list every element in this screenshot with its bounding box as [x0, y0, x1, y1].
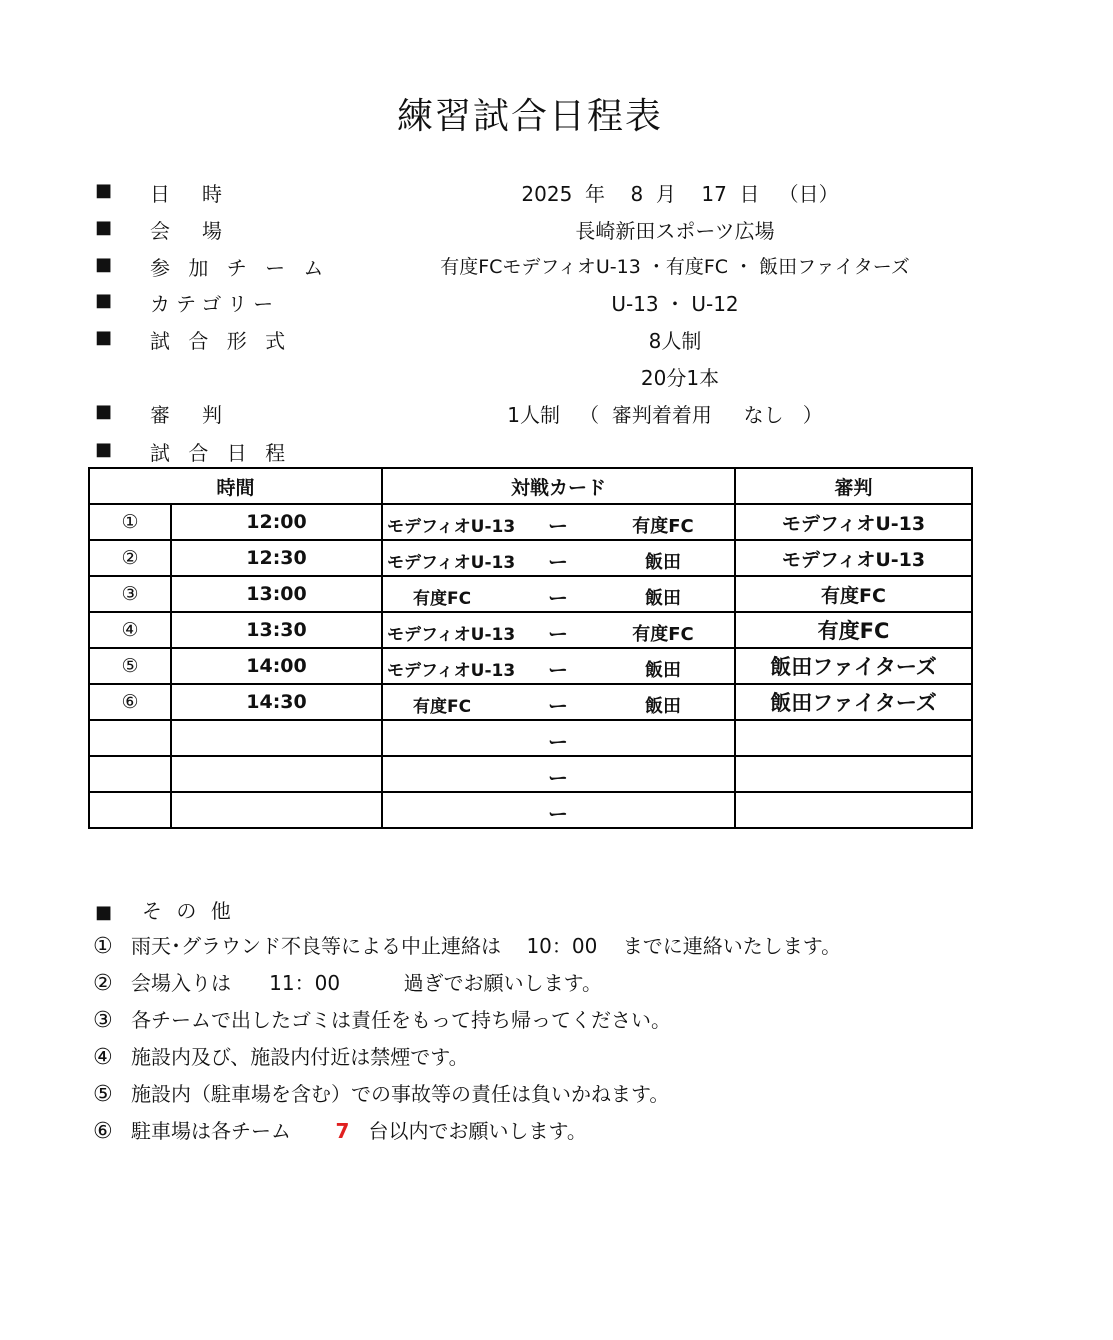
match-time: 13:00	[171, 576, 382, 612]
format-value-2: 20分1本	[640, 366, 720, 390]
note-time: 11：00	[269, 971, 341, 995]
match-card	[382, 576, 735, 612]
home-team: モデフィオU-13	[387, 517, 516, 537]
date-label: 日 時	[150, 182, 228, 206]
empty-cell	[89, 720, 171, 756]
match-referee: 飯田ファイターズ	[735, 648, 972, 684]
note-time: 10：00	[526, 934, 598, 958]
match-card	[382, 540, 735, 576]
info-teams-row	[0, 252, 1113, 284]
date-weekday: （日）	[778, 182, 839, 206]
page-title: 練習試合日程表	[396, 96, 663, 137]
match-card	[382, 612, 735, 648]
empty-cell	[89, 792, 171, 828]
empty-cell	[171, 792, 382, 828]
teams-value: 有度FCモデフィオU-13 ・有度FC ・ 飯田ファイターズ	[440, 256, 910, 278]
info-category-row	[0, 288, 1113, 320]
match-card	[382, 720, 735, 756]
header-time: 時間	[89, 468, 382, 504]
match-card	[382, 756, 735, 792]
home-team: モデフィオU-13	[387, 661, 516, 681]
date-month: 8	[630, 182, 644, 206]
category-value: U-13 ・ U-12	[611, 292, 739, 316]
empty-cell	[735, 792, 972, 828]
note-text-tail: 台以内でお願いします。	[368, 1119, 587, 1143]
info-format-row-2	[0, 362, 1113, 394]
info-date-row	[0, 178, 1113, 210]
paren-close: ）	[802, 403, 823, 427]
format-value: 8人制	[648, 329, 702, 353]
bullet-square-icon: ■	[95, 439, 113, 460]
match-card	[382, 792, 735, 828]
table-row-empty	[89, 720, 972, 756]
other-label: そ の 他	[142, 899, 235, 923]
match-number: ④	[89, 612, 171, 648]
away-team: 有度FC	[632, 624, 694, 645]
note-number: ⑤	[93, 1082, 113, 1107]
note-text: 施設内及び、施設内付近は禁煙です。	[131, 1045, 469, 1069]
referee-value	[330, 399, 1000, 428]
match-number: ③	[89, 576, 171, 612]
versus-dash: ー	[548, 622, 569, 646]
empty-cell	[735, 720, 972, 756]
table-row-empty	[89, 756, 972, 792]
table-row	[89, 684, 972, 720]
note-item	[93, 1004, 671, 1034]
info-schedule-row	[0, 437, 1113, 469]
note-number: ④	[93, 1045, 113, 1070]
away-team: 飯田	[645, 660, 682, 681]
other-heading	[95, 895, 235, 924]
teams-label: 参 加 チ ー ム	[150, 256, 330, 280]
info-venue-row	[0, 215, 1113, 247]
header-referee: 審判	[735, 468, 972, 504]
table-row-empty	[89, 792, 972, 828]
bullet-square-icon: ■	[95, 254, 113, 275]
versus-dash: ー	[548, 514, 569, 538]
bullet-square-icon: ■	[95, 327, 113, 348]
home-team: モデフィオU-13	[387, 553, 516, 573]
date-day: 17	[701, 182, 727, 206]
versus-dash: ー	[548, 730, 569, 754]
empty-cell	[171, 720, 382, 756]
table-row	[89, 648, 972, 684]
match-time: 12:00	[171, 504, 382, 540]
date-value	[345, 178, 1015, 207]
table-row	[89, 576, 972, 612]
table-row	[89, 504, 972, 540]
table-row	[89, 540, 972, 576]
header-match: 対戦カード	[382, 468, 735, 504]
referee-label: 審 判	[150, 403, 228, 427]
note-text: 施設内（駐車場を含む）での事故等の責任は負いかねます。	[131, 1082, 670, 1106]
note-number: ⑥	[93, 1119, 113, 1144]
match-referee: モデフィオU-13	[735, 504, 972, 540]
note-text: 雨天･グラウンド不良等による中止連絡は	[131, 934, 501, 958]
away-team: 飯田	[645, 552, 682, 573]
referee-attire-value: なし	[743, 403, 784, 427]
bullet-square-icon: ■	[95, 180, 113, 201]
schedule-table	[88, 467, 973, 829]
versus-dash: ー	[548, 658, 569, 682]
info-referee-row	[0, 399, 1113, 431]
versus-dash: ー	[548, 550, 569, 574]
match-card	[382, 504, 735, 540]
versus-dash: ー	[548, 586, 569, 610]
note-text: 会場入りは	[131, 971, 231, 995]
match-card	[382, 648, 735, 684]
date-day-unit: 日	[739, 182, 760, 206]
bullet-square-icon: ■	[95, 902, 113, 923]
empty-cell	[735, 756, 972, 792]
match-card	[382, 684, 735, 720]
away-team: 飯田	[645, 588, 682, 609]
category-label: カテゴリー	[150, 292, 280, 316]
note-item	[93, 1078, 669, 1108]
bullet-square-icon: ■	[95, 290, 113, 311]
note-number: ③	[93, 1008, 113, 1033]
date-year-unit: 年	[585, 182, 606, 206]
match-referee: 有度FC	[735, 576, 972, 612]
match-referee: モデフィオU-13	[735, 540, 972, 576]
match-referee: 有度FC	[735, 612, 972, 648]
note-item	[93, 1115, 587, 1145]
parking-count: 7	[335, 1119, 350, 1143]
bullet-square-icon: ■	[95, 401, 113, 422]
note-item	[93, 930, 841, 960]
referee-attire-label: 審判着着用	[611, 403, 712, 427]
venue-value: 長崎新田スポーツ広場	[575, 219, 775, 243]
match-number: ⑤	[89, 648, 171, 684]
home-team: 有度FC	[413, 697, 472, 717]
date-year: 2025	[521, 182, 573, 206]
note-item	[93, 967, 602, 997]
match-time: 12:30	[171, 540, 382, 576]
match-time: 13:30	[171, 612, 382, 648]
schedule-label: 試 合 日 程	[150, 441, 292, 465]
home-team: モデフィオU-13	[387, 625, 516, 645]
info-format-row	[0, 325, 1113, 357]
match-number: ②	[89, 540, 171, 576]
venue-label: 会 場	[150, 219, 228, 243]
referee-system: 1人制	[507, 403, 561, 427]
match-referee: 飯田ファイターズ	[735, 684, 972, 720]
empty-cell	[89, 756, 171, 792]
note-text: 各チームで出したゴミは責任をもって持ち帰ってください。	[131, 1008, 671, 1032]
versus-dash: ー	[548, 766, 569, 790]
note-number: ②	[93, 971, 113, 996]
note-item	[93, 1041, 469, 1071]
match-number: ⑥	[89, 684, 171, 720]
match-time: 14:00	[171, 648, 382, 684]
away-team: 飯田	[645, 696, 682, 717]
home-team: 有度FC	[413, 589, 472, 609]
note-text-tail: 過ぎでお願いします。	[403, 971, 603, 995]
note-text-tail: までに連絡いたします。	[622, 934, 842, 958]
date-month-unit: 月	[655, 182, 676, 206]
versus-dash: ー	[548, 694, 569, 718]
away-team: 有度FC	[632, 516, 694, 537]
paren-open: （	[579, 403, 600, 427]
note-text: 駐車場は各チーム	[131, 1119, 291, 1143]
empty-cell	[171, 756, 382, 792]
versus-dash: ー	[548, 802, 569, 826]
format-label: 試 合 形 式	[150, 329, 292, 353]
table-header-row	[89, 468, 972, 504]
match-time: 14:30	[171, 684, 382, 720]
bullet-square-icon: ■	[95, 217, 113, 238]
note-number: ①	[93, 934, 113, 959]
match-number: ①	[89, 504, 171, 540]
table-row	[89, 612, 972, 648]
